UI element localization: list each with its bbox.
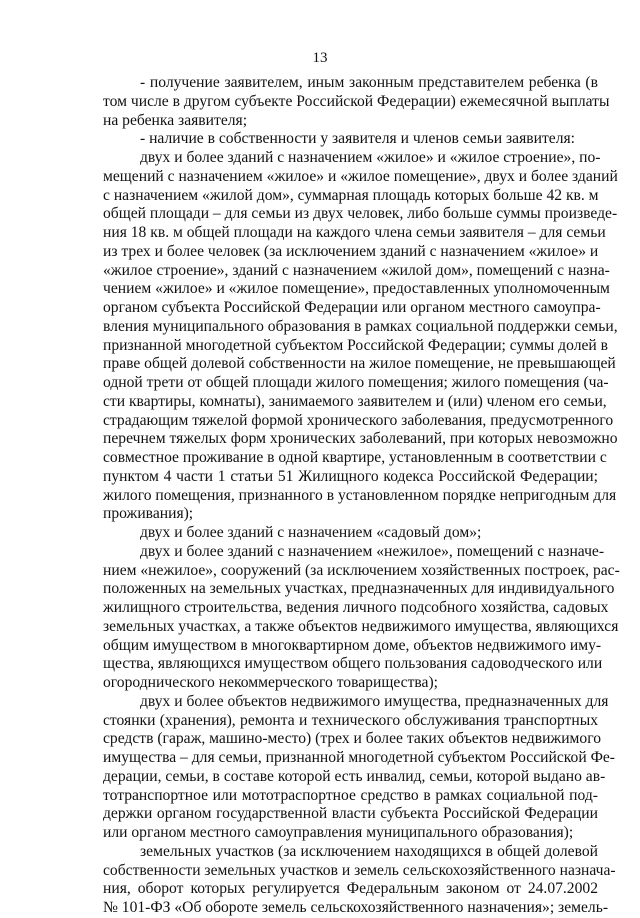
- text-line: дерации, семьи, в составе которой есть инвалид, семьи, которой выдано ав-: [103, 767, 606, 785]
- text-line: из трех и более человек (за исключением зданий с назначением «жилое» и: [103, 242, 599, 260]
- text-line: мещений с назначением «жилое» и «жилое помещение», двух и более зданий: [103, 167, 618, 185]
- text-line: - получение заявителем, иным законным представителем ребенка (в: [140, 74, 598, 91]
- text-line: положенных на земельных участках, предназначенных для индивидуального: [103, 580, 615, 598]
- text-line: тотранспортное или мототраспортное средство в рамках социальной под-: [103, 786, 598, 804]
- text-line: общей площади – для семьи из двух человек, либо больше суммы произведе-: [103, 205, 618, 223]
- text-line: органом субъекта Российской Федерации или органом местного самоупра-: [103, 299, 601, 316]
- text-line: огороднического некоммерческого товарищества);: [103, 674, 438, 691]
- text-line: вления муниципального образования в рамках социальной поддержки семьи,: [103, 317, 618, 335]
- text-line: - наличие в собственности у заявителя и членов семьи заявителя:: [140, 130, 576, 148]
- text-line: жилого помещения, признанного в установленном порядке непригодным для: [103, 486, 617, 504]
- text-line: ния, оборот которых регулируется Федеральным законом от 24.07.2002: [103, 880, 598, 898]
- text-line: том числе в другом субъекте Российской Федерации) ежемесячной выплаты: [103, 92, 610, 110]
- text-line: средств (гараж, машино-место) (трех и более таких объектов недвижимого: [103, 730, 602, 748]
- text-line: совместное проживание в одной квартире, установленным в соответствии с: [103, 449, 607, 466]
- text-line: праве общей долевой собственности на жилое помещение, не превышающей: [103, 355, 616, 373]
- text-line: двух и более зданий с назначением «садовый дом»;: [140, 524, 482, 541]
- text-line: держки органом государственной власти субъекта Российской Федерации: [103, 805, 598, 823]
- text-line: жилищного строительства, ведения личного подсобного хозяйства, садовых: [103, 599, 609, 616]
- text-line: перечнем тяжелых форм хронических заболеваний, при которых невозможно: [103, 430, 618, 448]
- text-line: пунктом 4 части 1 статьи 51 Жилищного кодекса Российской Федерации;: [103, 467, 598, 485]
- text-line: признанной многодетной субъектом Российской Федерации; суммы долей в: [103, 336, 609, 354]
- text-line: щества, являющихся имуществом общего пользования садоводческого или: [103, 655, 603, 673]
- text-line: проживания);: [103, 505, 194, 523]
- text-line: № 101-ФЗ «Об обороте земель сельскохозяйственного назначения»; земель-: [103, 899, 609, 916]
- text-line: сти квартиры, комнаты), занимаемого заявителем и (или) членом его семьи,: [103, 392, 607, 410]
- text-line: или органом местного самоуправления муниципального образования);: [103, 824, 574, 841]
- text-line: стоянки (хранения), ремонта и технического обслуживания транспортных: [103, 711, 598, 729]
- text-line: двух и более объектов недвижимого имущества, предназначенных для: [140, 692, 609, 710]
- text-line: земельных участках, а также объектов недвижимого имущества, являющихся: [103, 617, 619, 635]
- text-line: собственности земельных участков и земель сельскохозяйственного назнача-: [103, 861, 616, 879]
- text-line: страдающим тяжелой формой хронического заболевания, предусмотренного: [103, 411, 614, 429]
- text-line: общим имуществом в многоквартирном доме, объектов недвижимого иму-: [103, 636, 602, 654]
- page-number: 13: [312, 50, 328, 66]
- text-line: земельных участков (за исключением находящихся в общей долевой: [140, 842, 598, 860]
- text-line: двух и более зданий с назначением «жилое» и «жилое строение», по-: [140, 149, 601, 166]
- text-line: двух и более зданий с назначением «нежилое», помещений с назначе-: [140, 542, 605, 560]
- text-line: на ребенка заявителя;: [103, 111, 248, 129]
- text-line: чением «жилое» и «жилое помещение», предоставленных уполномоченным: [103, 280, 610, 298]
- text-line: ния 18 кв. м общей площади на каждого члена семьи заявителя – для семьи: [103, 224, 606, 241]
- text-line: одной трети от общей площади жилого помещения; жилого помещения (ча-: [103, 374, 609, 391]
- text-line: имущества – для семьи, признанной многодетной субъектом Российской Фе-: [103, 749, 616, 766]
- document-body: [103, 74, 620, 918]
- text-line: «жилое строение», зданий с назначением «жилой дом», помещений с назна-: [103, 261, 610, 279]
- text-line: с назначением «жилой дом», суммарная площадь которых больше 42 кв. м: [103, 186, 599, 204]
- text-line: нием «нежилое», сооружений (за исключением хозяйственных построек, рас-: [103, 561, 620, 579]
